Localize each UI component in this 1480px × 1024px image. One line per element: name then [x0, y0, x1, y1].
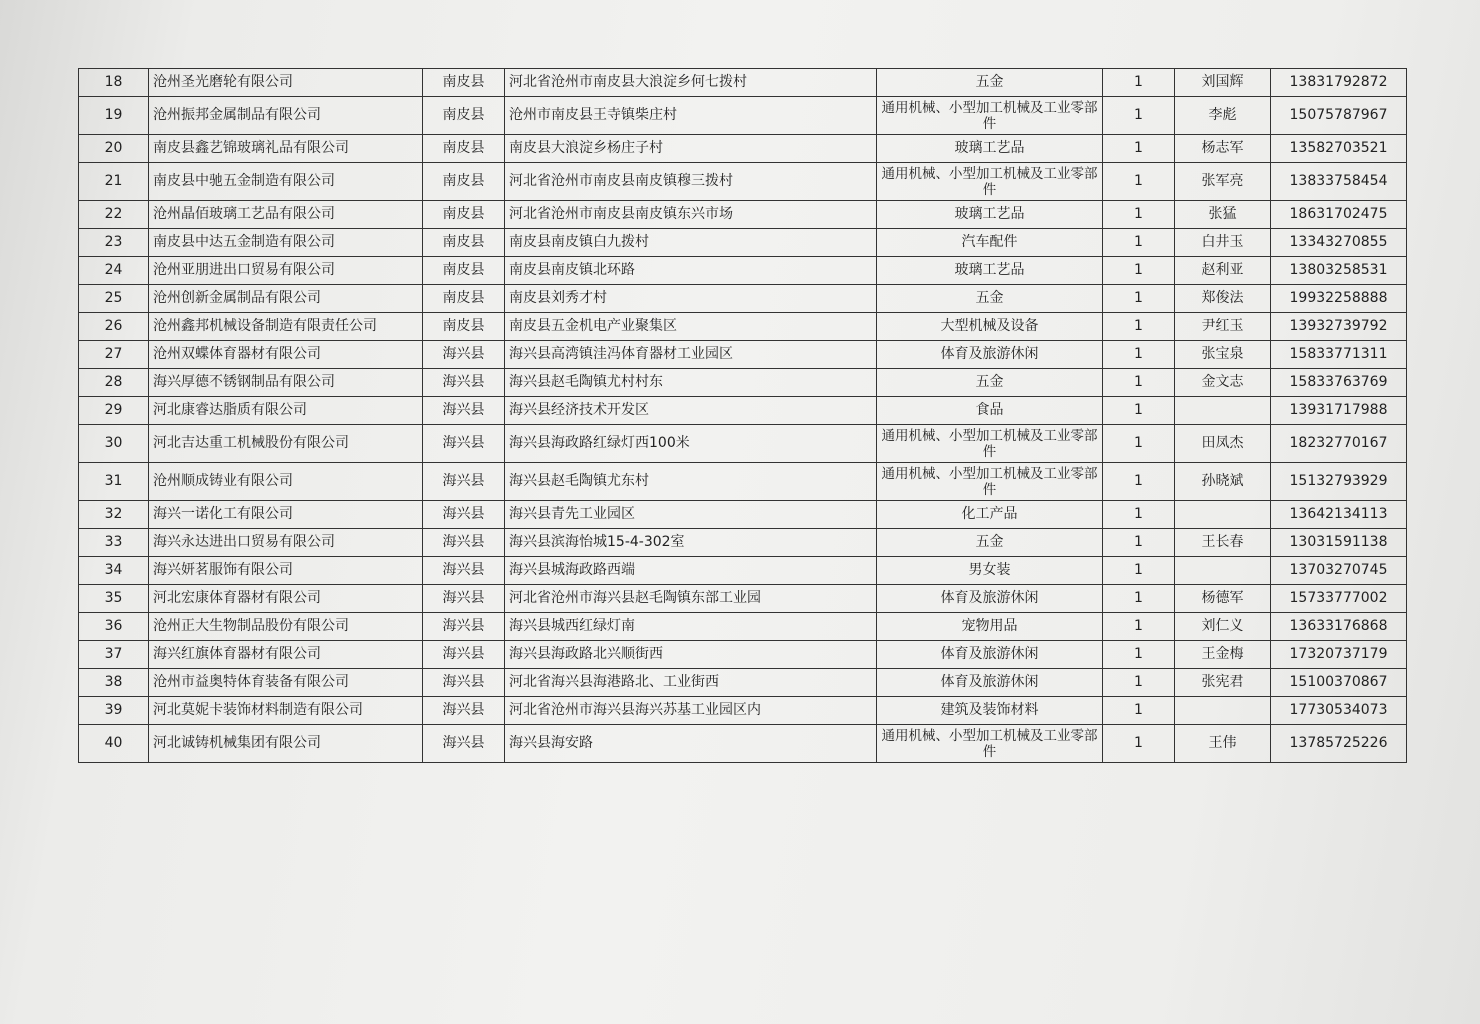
contact-person-cell	[1175, 397, 1271, 425]
address-cell: 南皮县南皮镇白九拨村	[505, 229, 877, 257]
product-category-cell: 大型机械及设备	[877, 313, 1103, 341]
company-name-cell: 南皮县中达五金制造有限公司	[149, 229, 423, 257]
product-category-cell: 体育及旅游休闲	[877, 341, 1103, 369]
address-cell: 南皮县五金机电产业聚集区	[505, 313, 877, 341]
table-row	[79, 425, 1407, 463]
address-cell: 海兴县高湾镇洼冯体育器材工业园区	[505, 341, 877, 369]
row-number-cell: 24	[79, 257, 149, 285]
row-number-cell: 30	[79, 425, 149, 463]
row-number-cell: 25	[79, 285, 149, 313]
phone-number-cell: 13031591138	[1271, 529, 1407, 557]
product-category-cell: 五金	[877, 529, 1103, 557]
address-cell: 海兴县海政路红绿灯西100米	[505, 425, 877, 463]
county-cell: 南皮县	[423, 257, 505, 285]
county-cell: 海兴县	[423, 463, 505, 501]
phone-number-cell: 18232770167	[1271, 425, 1407, 463]
quantity-cell: 1	[1103, 463, 1175, 501]
company-name-cell: 沧州正大生物制品股份有限公司	[149, 613, 423, 641]
quantity-cell: 1	[1103, 529, 1175, 557]
table-row	[79, 285, 1407, 313]
company-table	[78, 68, 1407, 763]
company-name-cell: 海兴红旗体育器材有限公司	[149, 641, 423, 669]
county-cell: 海兴县	[423, 369, 505, 397]
row-number-cell: 19	[79, 97, 149, 135]
company-name-cell: 海兴永达进出口贸易有限公司	[149, 529, 423, 557]
company-name-cell: 沧州圣光磨轮有限公司	[149, 69, 423, 97]
phone-number-cell: 15075787967	[1271, 97, 1407, 135]
county-cell: 海兴县	[423, 557, 505, 585]
address-cell: 河北省沧州市南皮县南皮镇东兴市场	[505, 201, 877, 229]
contact-person-cell: 金文志	[1175, 369, 1271, 397]
county-cell: 南皮县	[423, 135, 505, 163]
address-cell: 海兴县经济技术开发区	[505, 397, 877, 425]
phone-number-cell: 17320737179	[1271, 641, 1407, 669]
county-cell: 海兴县	[423, 697, 505, 725]
table-row	[79, 501, 1407, 529]
company-name-cell: 沧州鑫邦机械设备制造有限责任公司	[149, 313, 423, 341]
county-cell: 海兴县	[423, 725, 505, 763]
phone-number-cell: 13931717988	[1271, 397, 1407, 425]
company-name-cell: 河北莫妮卡装饰材料制造有限公司	[149, 697, 423, 725]
product-category-cell: 玻璃工艺品	[877, 135, 1103, 163]
quantity-cell: 1	[1103, 201, 1175, 229]
quantity-cell: 1	[1103, 725, 1175, 763]
product-category-cell: 通用机械、小型加工机械及工业零部件	[877, 163, 1103, 201]
county-cell: 海兴县	[423, 669, 505, 697]
quantity-cell: 1	[1103, 397, 1175, 425]
contact-person-cell	[1175, 557, 1271, 585]
row-number-cell: 33	[79, 529, 149, 557]
phone-number-cell: 13833758454	[1271, 163, 1407, 201]
row-number-cell: 18	[79, 69, 149, 97]
table-row	[79, 725, 1407, 763]
row-number-cell: 21	[79, 163, 149, 201]
quantity-cell: 1	[1103, 229, 1175, 257]
phone-number-cell: 13582703521	[1271, 135, 1407, 163]
quantity-cell: 1	[1103, 557, 1175, 585]
address-cell: 海兴县赵毛陶镇尤村村东	[505, 369, 877, 397]
product-category-cell: 通用机械、小型加工机械及工业零部件	[877, 463, 1103, 501]
phone-number-cell: 13703270745	[1271, 557, 1407, 585]
table-row	[79, 229, 1407, 257]
table-row	[79, 463, 1407, 501]
county-cell: 海兴县	[423, 641, 505, 669]
phone-number-cell: 13343270855	[1271, 229, 1407, 257]
quantity-cell: 1	[1103, 501, 1175, 529]
company-name-cell: 河北康睿达脂质有限公司	[149, 397, 423, 425]
product-category-cell: 五金	[877, 69, 1103, 97]
contact-person-cell: 孙晓斌	[1175, 463, 1271, 501]
contact-person-cell	[1175, 501, 1271, 529]
contact-person-cell: 王金梅	[1175, 641, 1271, 669]
product-category-cell: 宠物用品	[877, 613, 1103, 641]
table-row	[79, 201, 1407, 229]
phone-number-cell: 13803258531	[1271, 257, 1407, 285]
table-row	[79, 585, 1407, 613]
product-category-cell: 男女装	[877, 557, 1103, 585]
row-number-cell: 36	[79, 613, 149, 641]
contact-person-cell: 郑俊法	[1175, 285, 1271, 313]
table-row	[79, 697, 1407, 725]
contact-person-cell: 张军亮	[1175, 163, 1271, 201]
phone-number-cell: 15132793929	[1271, 463, 1407, 501]
product-category-cell: 食品	[877, 397, 1103, 425]
contact-person-cell: 白井玉	[1175, 229, 1271, 257]
county-cell: 南皮县	[423, 201, 505, 229]
company-name-cell: 沧州顺成铸业有限公司	[149, 463, 423, 501]
company-name-cell: 河北吉达重工机械股份有限公司	[149, 425, 423, 463]
address-cell: 海兴县海安路	[505, 725, 877, 763]
address-cell: 河北省沧州市南皮县大浪淀乡何七拨村	[505, 69, 877, 97]
row-number-cell: 27	[79, 341, 149, 369]
row-number-cell: 26	[79, 313, 149, 341]
county-cell: 海兴县	[423, 613, 505, 641]
company-name-cell: 沧州振邦金属制品有限公司	[149, 97, 423, 135]
phone-number-cell: 13642134113	[1271, 501, 1407, 529]
product-category-cell: 建筑及装饰材料	[877, 697, 1103, 725]
quantity-cell: 1	[1103, 97, 1175, 135]
product-category-cell: 玻璃工艺品	[877, 201, 1103, 229]
contact-person-cell: 李彪	[1175, 97, 1271, 135]
company-name-cell: 沧州晶佰玻璃工艺品有限公司	[149, 201, 423, 229]
county-cell: 海兴县	[423, 397, 505, 425]
address-cell: 海兴县青先工业园区	[505, 501, 877, 529]
product-category-cell: 五金	[877, 285, 1103, 313]
company-name-cell: 沧州亚朋进出口贸易有限公司	[149, 257, 423, 285]
quantity-cell: 1	[1103, 69, 1175, 97]
company-name-cell: 海兴厚德不锈钢制品有限公司	[149, 369, 423, 397]
company-name-cell: 河北诚铸机械集团有限公司	[149, 725, 423, 763]
county-cell: 南皮县	[423, 229, 505, 257]
address-cell: 南皮县大浪淀乡杨庄子村	[505, 135, 877, 163]
product-category-cell: 通用机械、小型加工机械及工业零部件	[877, 97, 1103, 135]
table-row	[79, 669, 1407, 697]
table-row	[79, 341, 1407, 369]
table-row	[79, 163, 1407, 201]
phone-number-cell: 13932739792	[1271, 313, 1407, 341]
table-row	[79, 97, 1407, 135]
table-row	[79, 641, 1407, 669]
table-row	[79, 529, 1407, 557]
phone-number-cell: 15100370867	[1271, 669, 1407, 697]
county-cell: 海兴县	[423, 529, 505, 557]
row-number-cell: 29	[79, 397, 149, 425]
row-number-cell: 32	[79, 501, 149, 529]
contact-person-cell: 杨志军	[1175, 135, 1271, 163]
address-cell: 河北省沧州市南皮县南皮镇穆三拨村	[505, 163, 877, 201]
quantity-cell: 1	[1103, 585, 1175, 613]
product-category-cell: 玻璃工艺品	[877, 257, 1103, 285]
row-number-cell: 39	[79, 697, 149, 725]
table-row	[79, 613, 1407, 641]
row-number-cell: 37	[79, 641, 149, 669]
contact-person-cell	[1175, 697, 1271, 725]
quantity-cell: 1	[1103, 697, 1175, 725]
county-cell: 海兴县	[423, 585, 505, 613]
table-row	[79, 397, 1407, 425]
product-category-cell: 体育及旅游休闲	[877, 669, 1103, 697]
address-cell: 海兴县滨海怡城15-4-302室	[505, 529, 877, 557]
product-category-cell: 汽车配件	[877, 229, 1103, 257]
county-cell: 南皮县	[423, 97, 505, 135]
address-cell: 河北省沧州市海兴县赵毛陶镇东部工业园	[505, 585, 877, 613]
contact-person-cell: 尹红玉	[1175, 313, 1271, 341]
quantity-cell: 1	[1103, 163, 1175, 201]
county-cell: 海兴县	[423, 425, 505, 463]
quantity-cell: 1	[1103, 669, 1175, 697]
table-row	[79, 135, 1407, 163]
product-category-cell: 化工产品	[877, 501, 1103, 529]
contact-person-cell: 赵利亚	[1175, 257, 1271, 285]
phone-number-cell: 13633176868	[1271, 613, 1407, 641]
contact-person-cell: 田凤杰	[1175, 425, 1271, 463]
address-cell: 南皮县刘秀才村	[505, 285, 877, 313]
quantity-cell: 1	[1103, 341, 1175, 369]
row-number-cell: 38	[79, 669, 149, 697]
table-row	[79, 69, 1407, 97]
company-name-cell: 沧州市益奥特体育装备有限公司	[149, 669, 423, 697]
contact-person-cell: 杨德军	[1175, 585, 1271, 613]
address-cell: 河北省沧州市海兴县海兴苏基工业园区内	[505, 697, 877, 725]
phone-number-cell: 13785725226	[1271, 725, 1407, 763]
quantity-cell: 1	[1103, 369, 1175, 397]
address-cell: 海兴县城海政路西端	[505, 557, 877, 585]
contact-person-cell: 张猛	[1175, 201, 1271, 229]
contact-person-cell: 王伟	[1175, 725, 1271, 763]
county-cell: 南皮县	[423, 313, 505, 341]
contact-person-cell: 刘仁义	[1175, 613, 1271, 641]
row-number-cell: 31	[79, 463, 149, 501]
address-cell: 海兴县赵毛陶镇尤东村	[505, 463, 877, 501]
company-name-cell: 南皮县鑫艺锦玻璃礼品有限公司	[149, 135, 423, 163]
quantity-cell: 1	[1103, 257, 1175, 285]
contact-person-cell: 张宝泉	[1175, 341, 1271, 369]
company-name-cell: 沧州创新金属制品有限公司	[149, 285, 423, 313]
phone-number-cell: 17730534073	[1271, 697, 1407, 725]
contact-person-cell: 张宪君	[1175, 669, 1271, 697]
table-row	[79, 557, 1407, 585]
quantity-cell: 1	[1103, 641, 1175, 669]
product-category-cell: 体育及旅游休闲	[877, 585, 1103, 613]
quantity-cell: 1	[1103, 285, 1175, 313]
row-number-cell: 20	[79, 135, 149, 163]
row-number-cell: 23	[79, 229, 149, 257]
phone-number-cell: 19932258888	[1271, 285, 1407, 313]
county-cell: 南皮县	[423, 163, 505, 201]
phone-number-cell: 13831792872	[1271, 69, 1407, 97]
phone-number-cell: 15733777002	[1271, 585, 1407, 613]
row-number-cell: 35	[79, 585, 149, 613]
contact-person-cell: 王长春	[1175, 529, 1271, 557]
row-number-cell: 22	[79, 201, 149, 229]
quantity-cell: 1	[1103, 313, 1175, 341]
county-cell: 海兴县	[423, 341, 505, 369]
county-cell: 南皮县	[423, 285, 505, 313]
county-cell: 南皮县	[423, 69, 505, 97]
company-name-cell: 南皮县中驰五金制造有限公司	[149, 163, 423, 201]
row-number-cell: 34	[79, 557, 149, 585]
phone-number-cell: 15833763769	[1271, 369, 1407, 397]
product-category-cell: 通用机械、小型加工机械及工业零部件	[877, 725, 1103, 763]
company-name-cell: 沧州双蝶体育器材有限公司	[149, 341, 423, 369]
contact-person-cell: 刘国辉	[1175, 69, 1271, 97]
quantity-cell: 1	[1103, 613, 1175, 641]
company-name-cell: 海兴妍茗服饰有限公司	[149, 557, 423, 585]
address-cell: 海兴县海政路北兴顺街西	[505, 641, 877, 669]
table-row	[79, 369, 1407, 397]
quantity-cell: 1	[1103, 135, 1175, 163]
row-number-cell: 40	[79, 725, 149, 763]
phone-number-cell: 15833771311	[1271, 341, 1407, 369]
company-name-cell: 海兴一诺化工有限公司	[149, 501, 423, 529]
product-category-cell: 通用机械、小型加工机械及工业零部件	[877, 425, 1103, 463]
phone-number-cell: 18631702475	[1271, 201, 1407, 229]
address-cell: 海兴县城西红绿灯南	[505, 613, 877, 641]
product-category-cell: 五金	[877, 369, 1103, 397]
address-cell: 南皮县南皮镇北环路	[505, 257, 877, 285]
county-cell: 海兴县	[423, 501, 505, 529]
table-row	[79, 257, 1407, 285]
product-category-cell: 体育及旅游休闲	[877, 641, 1103, 669]
row-number-cell: 28	[79, 369, 149, 397]
quantity-cell: 1	[1103, 425, 1175, 463]
address-cell: 沧州市南皮县王寺镇柴庄村	[505, 97, 877, 135]
company-name-cell: 河北宏康体育器材有限公司	[149, 585, 423, 613]
table-row	[79, 313, 1407, 341]
address-cell: 河北省海兴县海港路北、工业街西	[505, 669, 877, 697]
